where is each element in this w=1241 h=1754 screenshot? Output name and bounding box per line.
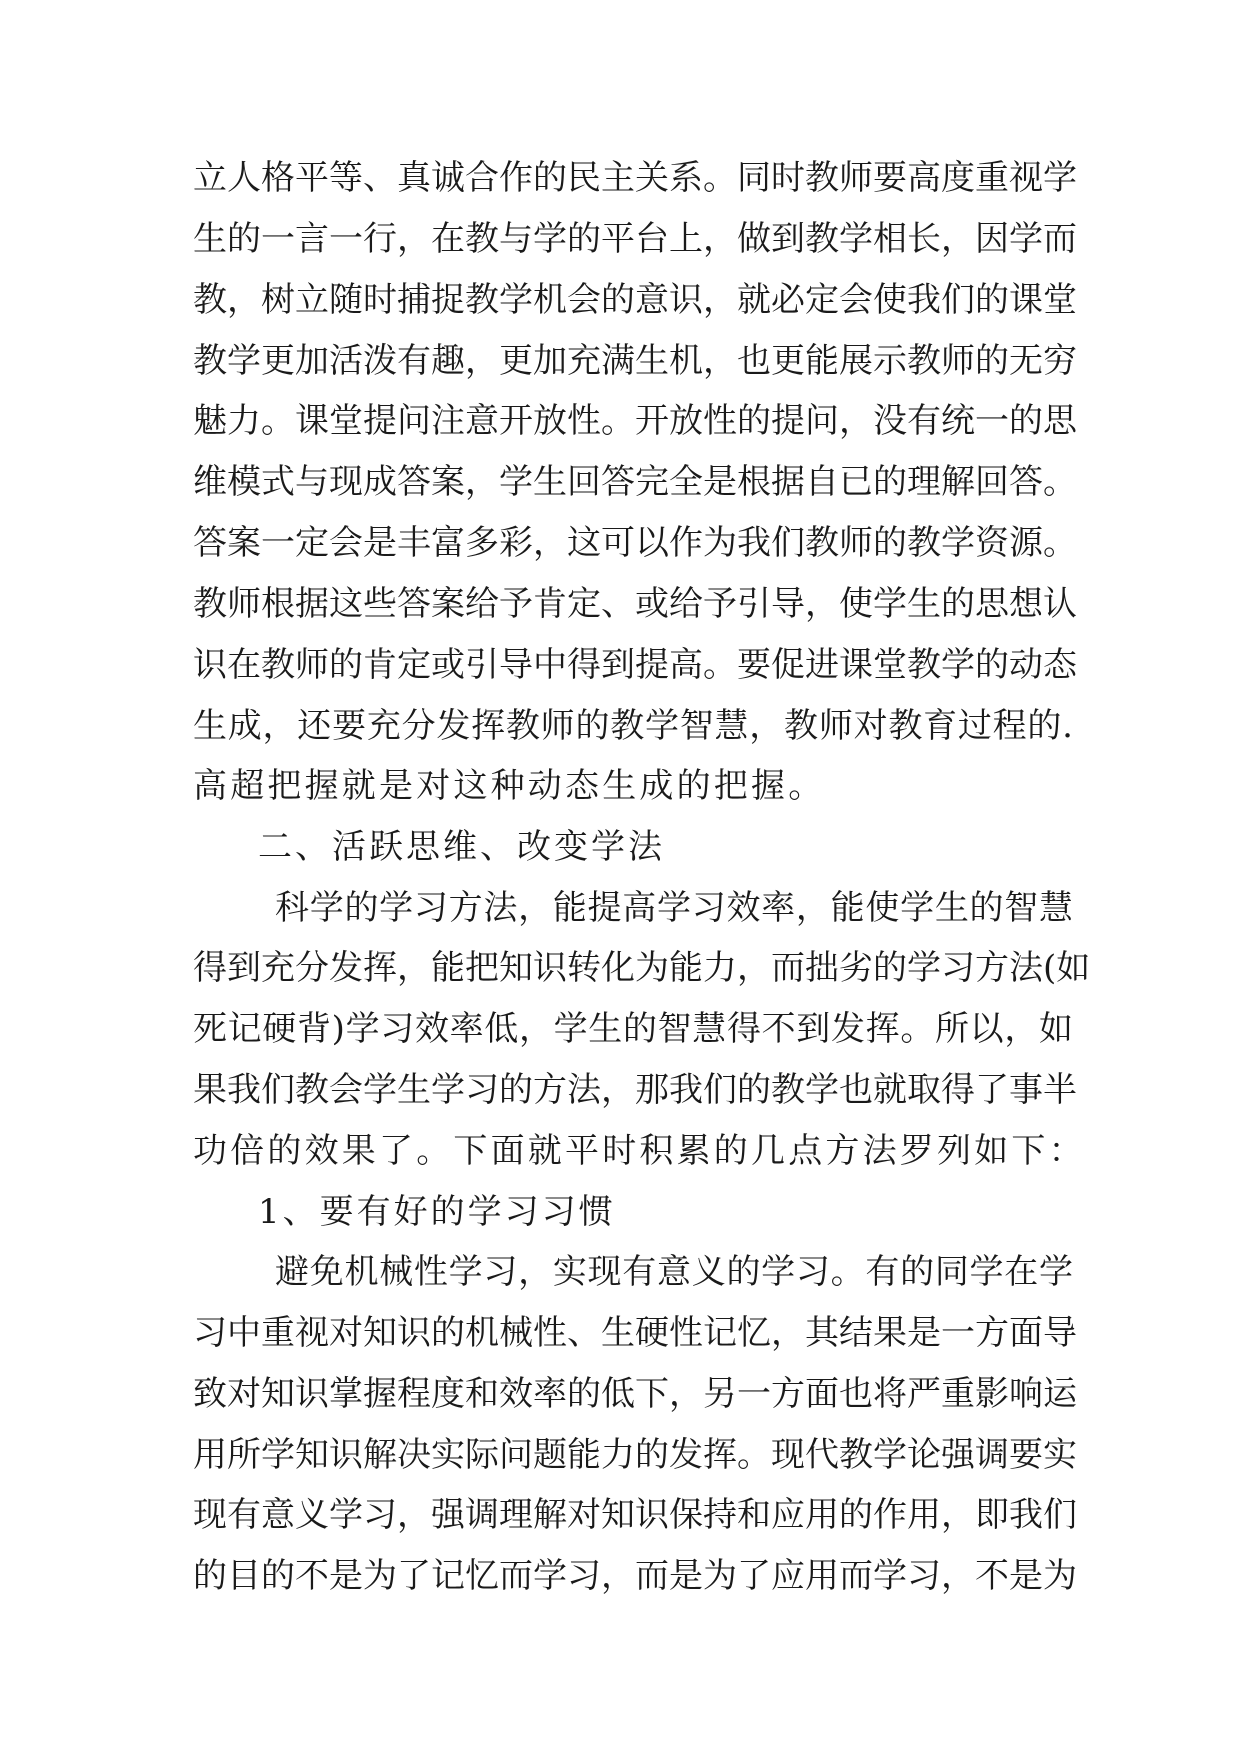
paragraph-line: 果我们教会学生学习的方法，那我们的教学也就取得了事半 — [193, 1070, 1077, 1110]
paragraph-line: 生成，还要充分发挥教师的教学智慧，教师对教育过程的. — [193, 706, 1073, 746]
paragraph-line: 答案一定会是丰富多彩，这可以作为我们教师的教学资源。 — [193, 523, 1077, 563]
paragraph-line: 习中重视对知识的机械性、生硬性记忆，其结果是一方面导 — [193, 1313, 1077, 1353]
paragraph-line: 功倍的效果了。下面就平时积累的几点方法罗列如下： — [193, 1131, 1086, 1171]
paragraph-line: 教，树立随时捕捉教学机会的意识，就必定会使我们的课堂 — [193, 280, 1077, 320]
paragraph-line: 科学的学习方法，能提高学习效率，能使学生的智慧 — [275, 888, 1073, 928]
paragraph-line: 现有意义学习，强调理解对知识保持和应用的作用，即我们 — [193, 1495, 1077, 1535]
paragraph-line: 教师根据这些答案给予肯定、或给予引导，使学生的思想认 — [193, 584, 1077, 624]
paragraph-line: 避免机械性学习，实现有意义的学习。有的同学在学 — [275, 1252, 1073, 1292]
paragraph-line: 高超把握就是对这种动态生成的把握。 — [193, 766, 826, 806]
paragraph-line: 得到充分发挥，能把知识转化为能力，而拙劣的学习方法(如 — [193, 948, 1091, 988]
paragraph-line: 教学更加活泼有趣，更加充满生机，也更能展示教师的无穷 — [193, 341, 1077, 381]
paragraph-line: 魅力。课堂提问注意开放性。开放性的提问，没有统一的思 — [193, 401, 1077, 441]
section-heading: 二、活跃思维、改变学法 — [258, 827, 665, 867]
paragraph-line: 立人格平等、真诚合作的民主关系。同时教师要高度重视学 — [193, 158, 1077, 198]
subsection-heading: 1、要有好的学习习惯 — [258, 1192, 616, 1232]
paragraph-line: 生的一言一行，在教与学的平台上，做到教学相长，因学而 — [193, 219, 1077, 259]
paragraph-line: 的目的不是为了记忆而学习，而是为了应用而学习，不是为 — [193, 1556, 1077, 1596]
paragraph-line: 用所学知识解决实际问题能力的发挥。现代教学论强调要实 — [193, 1435, 1077, 1475]
paragraph-line: 致对知识掌握程度和效率的低下，另一方面也将严重影响运 — [193, 1374, 1077, 1414]
paragraph-line: 死记硬背)学习效率低，学生的智慧得不到发挥。所以，如 — [193, 1009, 1073, 1049]
paragraph-line: 识在教师的肯定或引导中得到提高。要促进课堂教学的动态 — [193, 645, 1077, 685]
paragraph-line: 维模式与现成答案，学生回答完全是根据自已的理解回答。 — [193, 462, 1077, 502]
